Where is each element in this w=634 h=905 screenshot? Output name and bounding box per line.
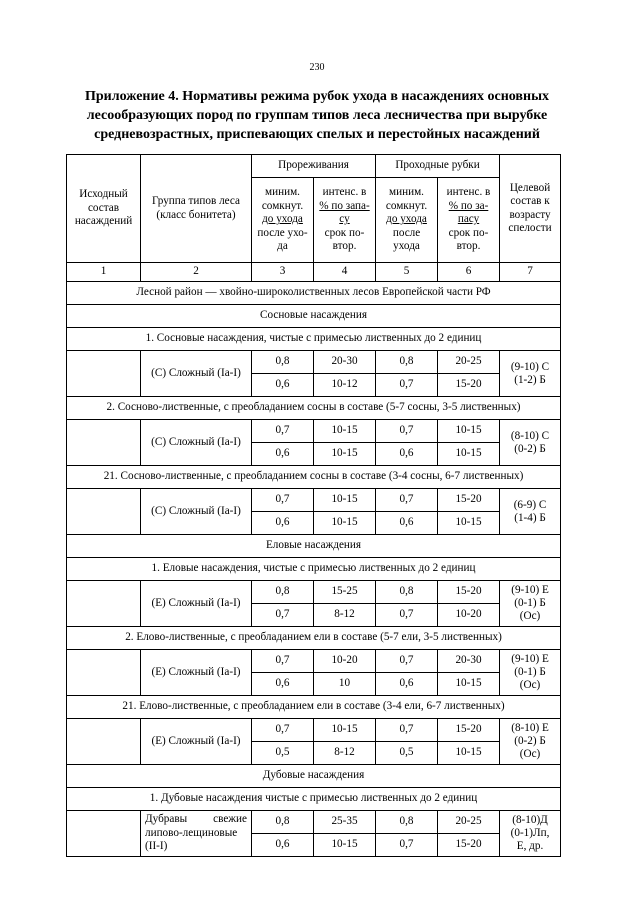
column-number: 1 <box>67 263 141 282</box>
target-line: (0-2) Б <box>514 735 546 747</box>
target-composition-cell <box>500 351 561 397</box>
min-closure-passage-value: 0,6 <box>376 443 438 466</box>
forest-type-cell: (Е) Сложный (Ia-I) <box>141 719 252 765</box>
column-number: 5 <box>376 263 438 282</box>
header-line: % по за- <box>448 199 489 212</box>
intensity-thinning-value: 25-35 <box>314 811 376 834</box>
data-row <box>67 650 561 673</box>
intensity-thinning-value: 8-12 <box>314 604 376 627</box>
initial-composition-cell <box>67 650 141 696</box>
initial-composition-cell <box>67 351 141 397</box>
header-line: до ухода <box>386 213 427 226</box>
header-passage-cutting: Проходные рубки <box>376 155 500 178</box>
group-row <box>67 397 561 420</box>
min-closure-passage-value: 0,5 <box>376 742 438 765</box>
group-row <box>67 466 561 489</box>
min-closure-thinning-value: 0,7 <box>252 604 314 627</box>
target-line: (8-10)Д <box>512 814 548 826</box>
intensity-passage-value: 10-15 <box>438 443 500 466</box>
target-line: (Ос) <box>519 748 541 760</box>
group-heading: 1. Дубовые насаждения чистые с примесью лиственных до 2 единиц <box>67 788 561 811</box>
target-composition-cell <box>500 811 561 857</box>
intensity-passage-value: 15-20 <box>438 374 500 397</box>
section-heading: Дубовые насаждения <box>67 765 561 788</box>
header-line: су <box>339 213 350 226</box>
group-row <box>67 696 561 719</box>
data-row <box>67 420 561 443</box>
header-line: возрасту <box>509 208 551 221</box>
header-line: состав к <box>510 195 550 208</box>
intensity-thinning-value: 10-12 <box>314 374 376 397</box>
title-line: лесообразующих пород по группам типов леса лесничества при вырубке <box>86 108 548 123</box>
region-heading: Лесной район — хвойно-широколиственных лесов Европейской части РФ <box>67 282 561 305</box>
column-number: 4 <box>314 263 376 282</box>
min-closure-passage-value: 0,8 <box>376 581 438 604</box>
min-closure-thinning-value: 0,7 <box>252 650 314 673</box>
initial-composition-cell <box>67 811 141 857</box>
header-min-closure-thinning <box>252 178 314 263</box>
group-row <box>67 558 561 581</box>
target-line: (1-4) Б <box>514 511 546 524</box>
min-closure-thinning-value: 0,6 <box>252 512 314 535</box>
section-heading: Еловые насаждения <box>67 535 561 558</box>
title-line: Приложение 4. Нормативы режима рубок ухода в насаждениях основных <box>84 89 549 104</box>
page-number: 230 <box>309 62 325 73</box>
min-closure-thinning-value: 0,6 <box>252 834 314 857</box>
target-line: (0-2) Б <box>514 442 546 455</box>
target-line: (9-10) Е <box>511 584 549 596</box>
min-closure-passage-value: 0,6 <box>376 673 438 696</box>
min-closure-passage-value: 0,7 <box>376 650 438 673</box>
header-line: Исходный <box>79 188 128 201</box>
header-line: после <box>392 226 421 239</box>
intensity-thinning-value: 20-30 <box>314 351 376 374</box>
group-row <box>67 328 561 351</box>
intensity-thinning-value: 10-15 <box>314 443 376 466</box>
data-row <box>67 719 561 742</box>
intensity-passage-value: 10-15 <box>438 673 500 696</box>
intensity-thinning-value: 10-15 <box>314 719 376 742</box>
target-composition-cell <box>500 420 561 466</box>
column-number-row <box>67 263 561 282</box>
intensity-thinning-value: 10-15 <box>314 420 376 443</box>
header-line: интенс. в <box>322 186 367 199</box>
intensity-passage-value: 15-20 <box>438 834 500 857</box>
header-line: состав <box>87 201 120 214</box>
header-line: спелости <box>508 221 552 234</box>
data-row <box>67 351 561 374</box>
group-heading: 1. Еловые насаждения, чистые с примесью лиственных до 2 единиц <box>67 558 561 581</box>
header-line: втор. <box>332 240 357 253</box>
group-row <box>67 788 561 811</box>
region-row <box>67 282 561 305</box>
section-row <box>67 535 561 558</box>
target-composition-cell <box>500 581 561 627</box>
target-line: (8-10) С <box>510 429 550 442</box>
header-line: после ухо- <box>257 226 308 239</box>
intensity-thinning-value: 10-20 <box>314 650 376 673</box>
target-line: (9-10) Е <box>511 653 549 665</box>
target-line: Е, др. <box>516 840 544 852</box>
forest-type-cell: (Е) Сложный (Ia-I) <box>141 650 252 696</box>
group-heading: 21. Елово-лиственные, с преобладанием ели в составе (3-4 ели, 6-7 лиственных) <box>67 696 561 719</box>
header-intensity-passage <box>438 178 500 263</box>
intensity-thinning-value: 10 <box>314 673 376 696</box>
header-line: Группа типов леса <box>152 195 240 208</box>
header-thinning: Прореживания <box>252 155 376 178</box>
intensity-passage-value: 15-20 <box>438 581 500 604</box>
header-line: сомкнут. <box>385 199 428 212</box>
min-closure-thinning-value: 0,5 <box>252 742 314 765</box>
initial-composition-cell <box>67 719 141 765</box>
header-target-composition <box>500 155 561 263</box>
intensity-thinning-value: 15-25 <box>314 581 376 604</box>
group-heading: 1. Сосновые насаждения, чистые с примесью лиственных до 2 единиц <box>67 328 561 351</box>
header-line: миним. <box>389 186 424 199</box>
min-closure-passage-value: 0,8 <box>376 811 438 834</box>
data-row <box>67 811 561 834</box>
intensity-thinning-value: 10-15 <box>314 489 376 512</box>
document-title <box>60 87 574 144</box>
intensity-passage-value: 15-20 <box>438 489 500 512</box>
target-line: (0-1) Б <box>514 597 546 609</box>
forest-type-cell: (С) Сложный (Ia-I) <box>141 489 252 535</box>
min-closure-passage-value: 0,7 <box>376 719 438 742</box>
target-line: (Ос) <box>519 679 541 691</box>
target-line: (Ос) <box>519 610 541 622</box>
data-row <box>67 489 561 512</box>
header-line: ухода <box>393 240 420 253</box>
header-line: интенс. в <box>446 186 491 199</box>
target-line: (1-2) Б <box>514 373 546 386</box>
min-closure-passage-value: 0,7 <box>376 420 438 443</box>
target-line: (0-1)Лп, <box>510 827 550 839</box>
target-line: (8-10) Е <box>511 722 549 734</box>
data-row <box>67 581 561 604</box>
min-closure-passage-value: 0,7 <box>376 604 438 627</box>
title-line: средневозрастных, приспевающих спелых и перестойных насаждений <box>94 127 540 142</box>
min-closure-thinning-value: 0,8 <box>252 581 314 604</box>
header-line: (класс бонитета) <box>156 208 236 221</box>
min-closure-thinning-value: 0,6 <box>252 673 314 696</box>
header-line: миним. <box>265 186 300 199</box>
initial-composition-cell <box>67 420 141 466</box>
target-composition-cell <box>500 489 561 535</box>
target-line: (9-10) С <box>510 360 550 373</box>
intensity-passage-value: 15-20 <box>438 719 500 742</box>
min-closure-passage-value: 0,7 <box>376 834 438 857</box>
intensity-passage-value: 10-15 <box>438 742 500 765</box>
intensity-passage-value: 20-30 <box>438 650 500 673</box>
initial-composition-cell <box>67 489 141 535</box>
header-line: Целевой <box>509 181 551 194</box>
column-number: 7 <box>500 263 561 282</box>
group-heading: 2. Елово-лиственные, с преобладанием ели в составе (5-7 ели, 3-5 лиственных) <box>67 627 561 650</box>
min-closure-thinning-value: 0,7 <box>252 420 314 443</box>
forest-type-cell: (С) Сложный (Ia-I) <box>141 351 252 397</box>
group-row <box>67 627 561 650</box>
header-line: да <box>277 240 288 253</box>
header-line: пасу <box>457 213 480 226</box>
section-heading: Сосновые насаждения <box>67 305 561 328</box>
min-closure-thinning-value: 0,6 <box>252 374 314 397</box>
group-heading: 21. Сосново-лиственные, с преобладанием сосны в составе (3-4 сосны, 6-7 лиственных) <box>67 466 561 489</box>
intensity-passage-value: 10-15 <box>438 512 500 535</box>
initial-composition-cell <box>67 581 141 627</box>
min-closure-thinning-value: 0,8 <box>252 351 314 374</box>
intensity-passage-value: 20-25 <box>438 351 500 374</box>
intensity-passage-value: 10-15 <box>438 420 500 443</box>
target-composition-cell <box>500 650 561 696</box>
min-closure-thinning-value: 0,7 <box>252 719 314 742</box>
group-heading: 2. Сосново-лиственные, с преобладанием сосны в составе (5-7 сосны, 3-5 лиственных) <box>67 397 561 420</box>
min-closure-thinning-value: 0,8 <box>252 811 314 834</box>
section-row <box>67 765 561 788</box>
target-line: (0-1) Б <box>514 666 546 678</box>
min-closure-thinning-value: 0,7 <box>252 489 314 512</box>
min-closure-thinning-value: 0,6 <box>252 443 314 466</box>
intensity-passage-value: 10-20 <box>438 604 500 627</box>
header-min-closure-passage <box>376 178 438 263</box>
header-line: сомкнут. <box>261 199 304 212</box>
intensity-passage-value: 20-25 <box>438 811 500 834</box>
header-line: насаждений <box>74 215 133 228</box>
header-line: втор. <box>456 240 481 253</box>
column-number: 3 <box>252 263 314 282</box>
target-composition-cell <box>500 719 561 765</box>
header-line: до ухода <box>262 213 303 226</box>
forest-type-cell: (С) Сложный (Ia-I) <box>141 420 252 466</box>
forest-type-cell: (Е) Сложный (Ia-I) <box>141 581 252 627</box>
intensity-thinning-value: 10-15 <box>314 512 376 535</box>
header-line: % по запа- <box>319 199 370 212</box>
min-closure-passage-value: 0,6 <box>376 512 438 535</box>
min-closure-passage-value: 0,7 <box>376 374 438 397</box>
target-line: (6-9) С <box>513 498 547 511</box>
intensity-thinning-value: 10-15 <box>314 834 376 857</box>
header-intensity-thinning <box>314 178 376 263</box>
section-row <box>67 305 561 328</box>
column-number: 6 <box>438 263 500 282</box>
forest-type-cell: Дубравы свежие липово-лещиновые (II-I) <box>141 811 252 857</box>
header-line: срок по- <box>448 226 489 239</box>
norms-table <box>66 154 561 857</box>
min-closure-passage-value: 0,7 <box>376 489 438 512</box>
header-line: срок по- <box>324 226 365 239</box>
header-initial-composition <box>67 155 141 263</box>
min-closure-passage-value: 0,8 <box>376 351 438 374</box>
column-number: 2 <box>141 263 252 282</box>
header-forest-type-group <box>141 155 252 263</box>
intensity-thinning-value: 8-12 <box>314 742 376 765</box>
